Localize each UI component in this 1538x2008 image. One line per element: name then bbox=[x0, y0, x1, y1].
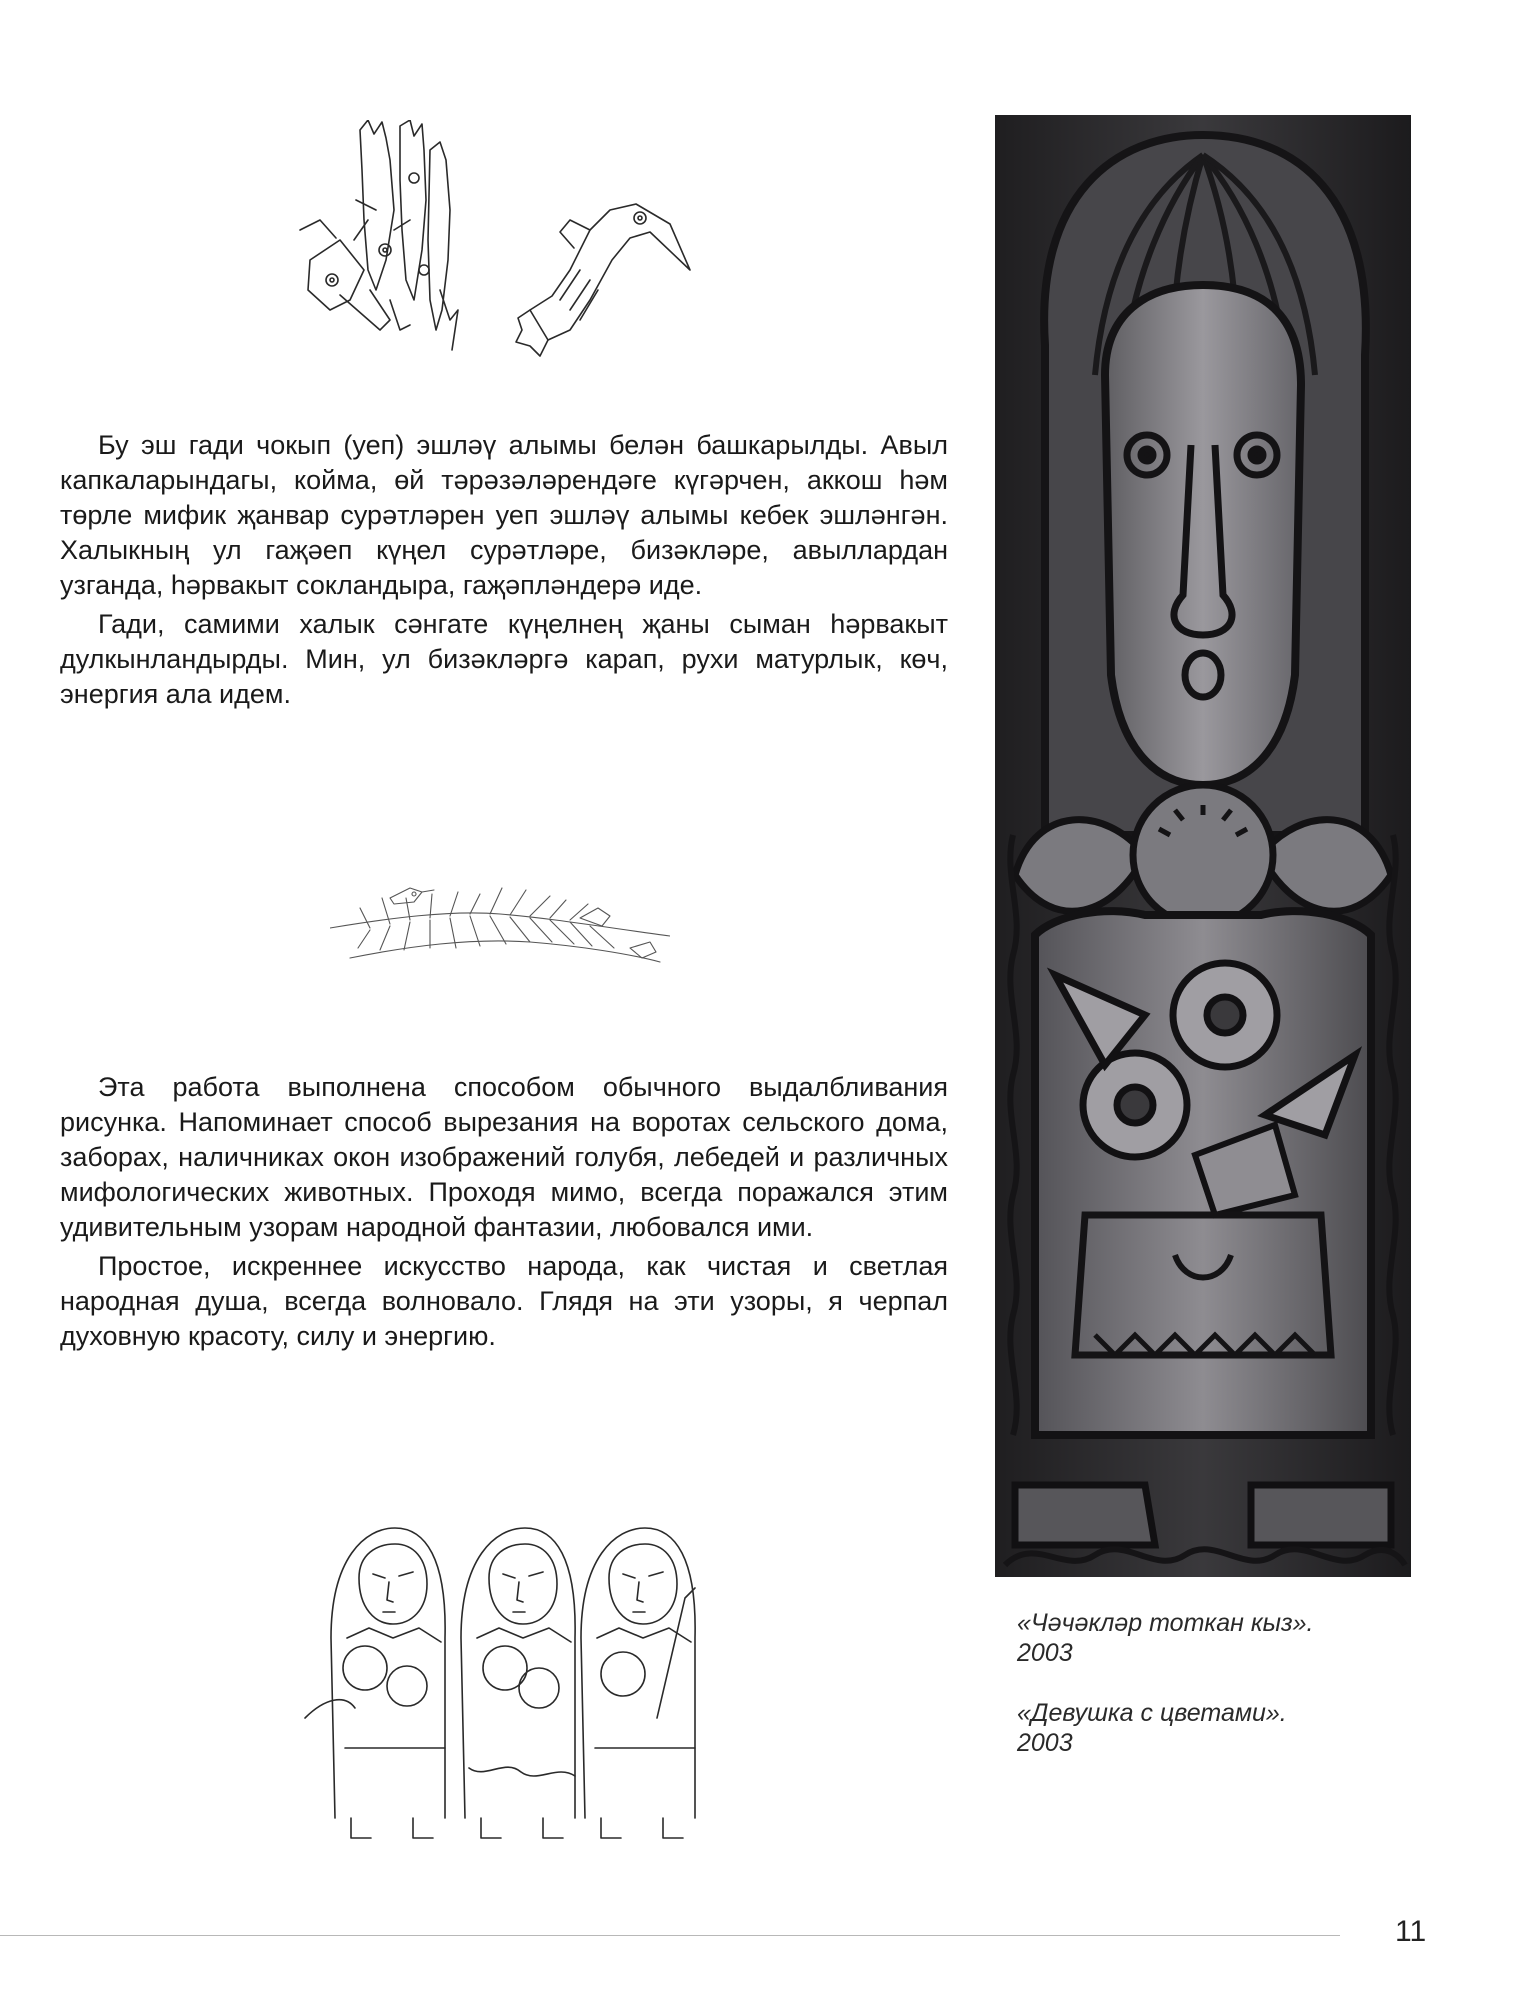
caption-tatar-title: «Чәчәкләр тоткан кыз». bbox=[1017, 1609, 1314, 1637]
russian-text bbox=[60, 1070, 948, 1354]
russian-paragraph-1: Эта работа выполнена способом обычного выдалбливания рисунка. Напоминает способ вырезания на воротах сельского дома, заборах, наличниках окон изображений голубя, лебедей и различных мифологических животных. Проходя мимо, всегда поражался этим удивительным узорам народной фантазии, любовался ими. bbox=[60, 1072, 948, 1242]
caption-russian-year: 2003 bbox=[1017, 1729, 1073, 1757]
tatar-paragraph-1: Бу эш гади чокып (уеп) эшләү алымы белән башкарылды. Авыл капкаларындагы, койма, өй тәрәзәләрендәге күгәрчен, аккош һәм төрле мифик җанвар сурәтләрен уеп эшләү алымы кебек эшләнгән. Халыкның ул гаҗәеп күңел сурәтләре, бизәкләре, авыллардан узганда, һәрвакыт сокландыра, гаҗәпләндерә иде. bbox=[60, 430, 948, 600]
tatar-paragraph-2: Гади, самими халык сәнгате күңелнең җаны сыман һәрвакыт дулкынландырды. Мин, ул бизәкләргә карап, рухи матурлык, көч, энергия ала идем. bbox=[60, 609, 948, 709]
three-women-sketch-icon bbox=[295, 1518, 715, 1858]
russian-paragraph-2: Простое, искреннее искусство народа, как чистая и светлая народная душа, всегда волновало. Глядя на эти узоры, я черпал духовную красоту, силу и энергию. bbox=[60, 1251, 948, 1351]
woman-sketch-1 bbox=[305, 1528, 445, 1838]
wood-carving-photo bbox=[995, 115, 1411, 1577]
branch-bird-sketch-icon bbox=[330, 858, 670, 988]
birds-sketch-icon bbox=[290, 120, 710, 360]
caption-russian-title: «Девушка с цветами». bbox=[1017, 1699, 1287, 1727]
caption-russian bbox=[1017, 1698, 1457, 1758]
tatar-text bbox=[60, 428, 948, 712]
woman-sketch-3 bbox=[581, 1528, 695, 1838]
woman-sketch-2 bbox=[461, 1528, 575, 1838]
caption-tatar bbox=[1017, 1608, 1457, 1668]
caption-tatar-year: 2003 bbox=[1017, 1639, 1073, 1667]
footer-rule bbox=[0, 1935, 1340, 1936]
artwork-caption bbox=[1017, 1608, 1457, 1758]
page-number: 11 bbox=[1395, 1915, 1427, 1948]
